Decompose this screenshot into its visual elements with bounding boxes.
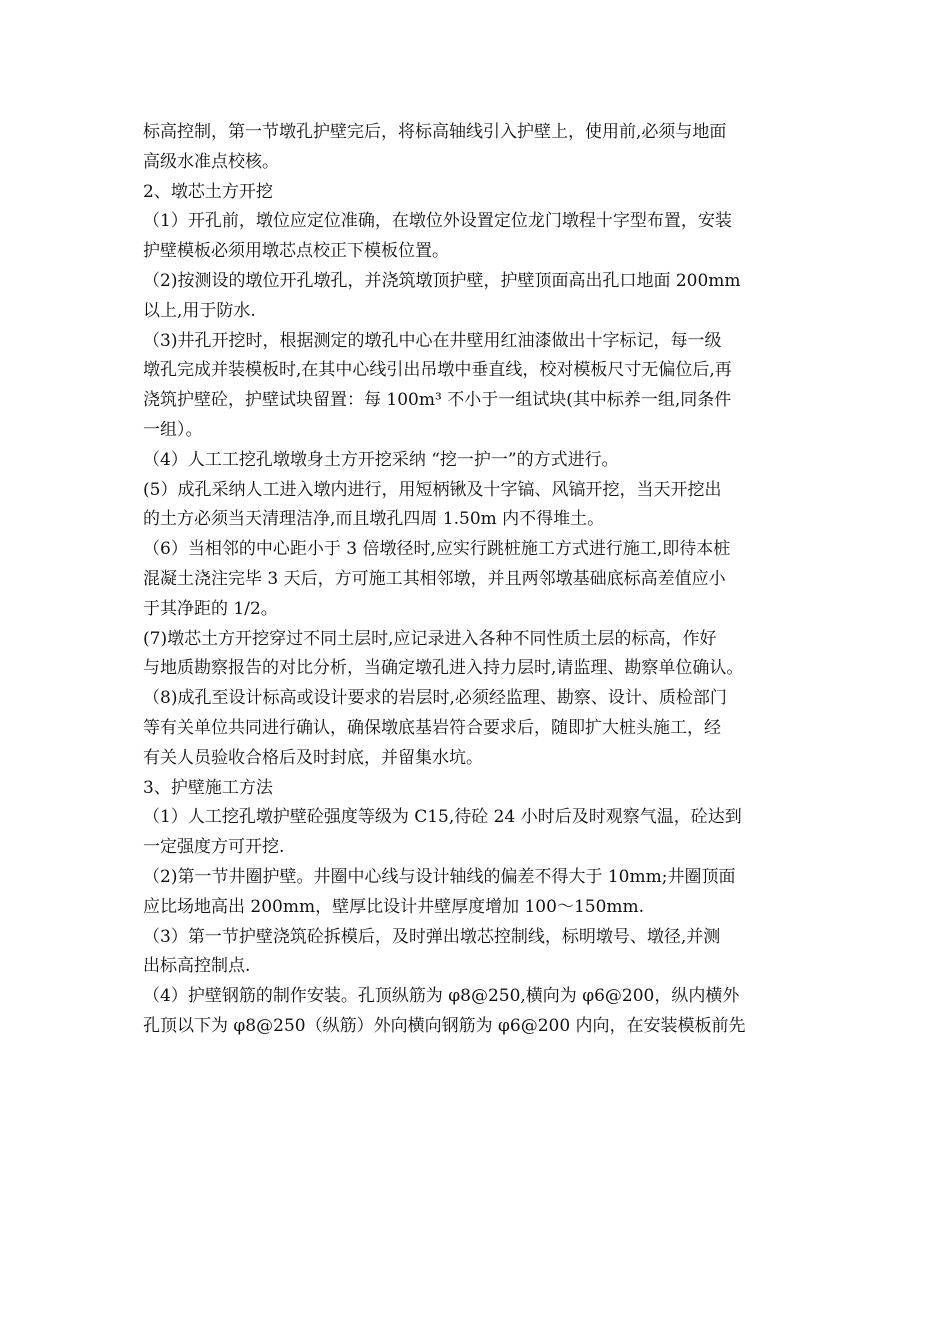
text-line: (5）成孔采纳人工进入墩内进行，用短柄锹及十字镐、风镐开挖，当天开挖出 xyxy=(143,479,722,500)
text-line: 应比场地高出 200mm，壁厚比设计井壁厚度增加 100～150mm. xyxy=(143,896,645,917)
text-line: （4）人工工挖孔墩墩身土方开挖采纳 “挖一护一”的方式进行。 xyxy=(143,449,619,470)
section-heading: 2、墩芯土方开挖 xyxy=(143,181,273,202)
text-line: 浇筑护壁砼，护壁试块留置：每 100m³ 不小于一组试块(其中标养一组,同条件 xyxy=(143,390,732,411)
text-line: 护壁模板必须用墩芯点校正下模板位置。 xyxy=(143,241,449,262)
text-line: 以上,用于防水. xyxy=(143,300,256,321)
text-line: 高级水准点校核。 xyxy=(143,151,279,172)
text-line: （3)井孔开挖时，根据测定的墩孔中心在井壁用红油漆做出十字标记，每一级 xyxy=(143,330,722,351)
text-line: （6）当相邻的中心距小于 3 倍墩径时,应实行跳桩施工方式进行施工,即待本桩 xyxy=(143,539,731,560)
text-line: (7)墩芯土方开挖穿过不同土层时,应记录进入各种不同性质土层的标高，作好 xyxy=(143,628,717,649)
text-line: 混凝土浇注完毕 3 天后，方可施工其相邻墩，并且两邻墩基础底标高差值应小 xyxy=(143,568,726,589)
document-body xyxy=(143,118,811,1042)
section-heading: 3、护壁施工方法 xyxy=(143,777,273,798)
text-line: （8)成孔至设计标高或设计要求的岩层时,必须经监理、勘察、设计、质检部门 xyxy=(143,688,727,709)
text-line: （2)第一节井圈护壁。井圈中心线与设计轴线的偏差不得大于 10mm;井圈顶面 xyxy=(143,866,736,887)
text-line: 出标高控制点. xyxy=(143,956,251,977)
text-line: （3）第一节护壁浇筑砼拆模后，及时弹出墩芯控制线，标明墩号、墩径,并测 xyxy=(143,926,721,947)
text-line: 一组）。 xyxy=(143,419,203,440)
text-line: 有关人员验收合格后及时封底，并留集水坑。 xyxy=(143,747,483,768)
text-line: 的土方必须当天清理洁净,而且墩孔四周 1.50m 内不得堆土。 xyxy=(143,509,605,530)
text-line: （1）开孔前，墩位应定位准确，在墩位外设置定位龙门墩程十字型布置，安装 xyxy=(143,211,732,232)
text-line: （1）人工挖孔墩护壁砼强度等级为 C15,待砼 24 小时后及时观察气温，砼达到 xyxy=(143,807,742,828)
text-line: 与地质勘察报告的对比分析，当确定墩孔进入持力层时,请监理、勘察单位确认。 xyxy=(143,658,744,679)
text-line: 孔顶以下为 φ8@250（纵筋）外向横向钢筋为 φ6@200 内向，在安装模板前先 xyxy=(143,1015,746,1036)
text-line: （4）护壁钢筋的制作安装。孔顶纵筋为 φ8@250,横向为 φ6@200，纵内横外 xyxy=(143,986,740,1007)
text-line: （2)按测设的墩位开孔墩孔，并浇筑墩顶护壁，护壁顶面高出孔口地面 200mm xyxy=(143,270,741,291)
text-line: 一定强度方可开挖. xyxy=(143,837,285,858)
text-line: 于其净距的 1/2。 xyxy=(143,598,278,619)
text-line: 墩孔完成并装模板时,在其中心线引出吊墩中垂直线，校对模板尺寸无偏位后,再 xyxy=(143,360,732,381)
text-line: 标高控制，第一节墩孔护壁完后，将标高轴线引入护壁上，使用前,必须与地面 xyxy=(143,122,727,142)
text-line: 等有关单位共同进行确认，确保墩底基岩符合要求后，随即扩大桩头施工，经 xyxy=(143,717,721,738)
